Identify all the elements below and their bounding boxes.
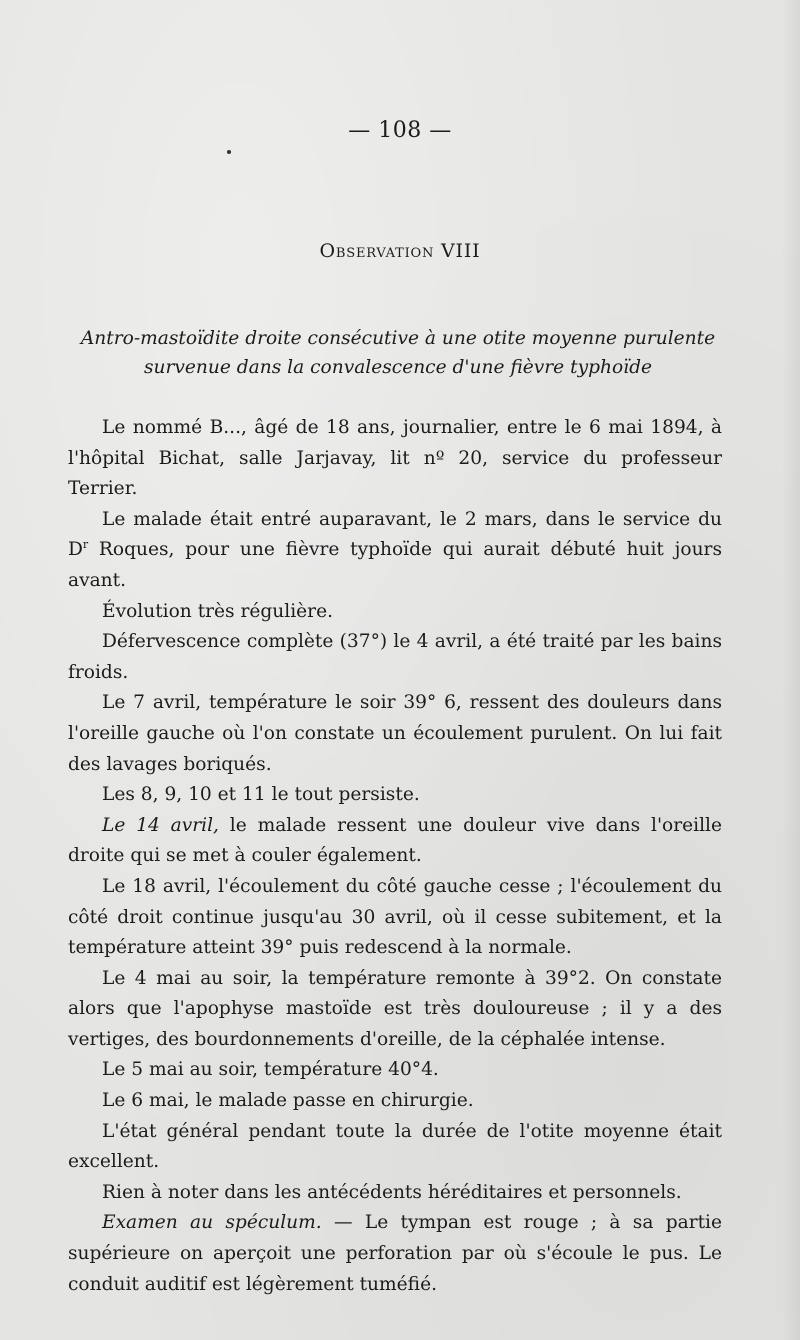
paragraph-speculum-text: — Le tympan est rouge ; à sa partie supérieure on aperçoit une perforation par où s'écoule le pus. Le conduit auditif est légèrement tuméfié. bbox=[68, 1212, 723, 1295]
page-number: — 108 — bbox=[348, 118, 452, 143]
paragraph-april-14-date: Le 14 avril, bbox=[102, 814, 219, 836]
paragraph-speculum-exam bbox=[68, 1208, 722, 1300]
paragraph-april-8-11: Les 8, 9, 10 et 11 le tout persiste. bbox=[102, 784, 420, 806]
body-text bbox=[68, 413, 722, 1300]
subtitle-line-1: Antro-mastoïdite droite consécutive à une otite moyenne purulente bbox=[80, 328, 716, 349]
paragraph-april-18: Le 18 avril, l'écoulement du côté gauche cesse ; l'écoulement du côté droit continue jusqu'au 30 avril, où il cesse subitement, et la température atteint 39° puis redescend à la normale. bbox=[68, 875, 722, 959]
observation-subtitle bbox=[70, 324, 726, 382]
paragraph-prior-stay-after: Roques, pour une fièvre typhoïde qui aurait débuté huit jours avant. bbox=[68, 539, 722, 591]
paragraph-prior-stay-before: Le malade était entré auparavant, le 2 mars, dans le service du D bbox=[68, 508, 722, 561]
observation-heading: Observation VIII bbox=[319, 240, 481, 262]
paragraph-may-6: Le 6 mai, le malade passe en chirurgie. bbox=[102, 1090, 474, 1112]
paragraph-april-14-text: le malade ressent une douleur vive dans l'oreille droite qui se met à couler également. bbox=[68, 814, 722, 867]
paragraph-evolution: Évolution très régulière. bbox=[102, 600, 333, 622]
paragraph-antecedents: Rien à noter dans les antécédents héréditaires et personnels. bbox=[102, 1181, 682, 1203]
paragraph-may-4: Le 4 mai au soir, la température remonte à 39°2. On constate alors que l'apophyse mastoïde est très douloureuse ; il y a des vertiges, des bourdonnements d'oreille, de la céphalée intense. bbox=[68, 967, 722, 1050]
paragraph-general-state: L'état général pendant toute la durée de l'otite moyenne était excellent. bbox=[68, 1120, 722, 1173]
subtitle-line-2: survenue dans la convalescence d'une fièvre typhoïde bbox=[143, 357, 652, 378]
paragraph-prior-stay bbox=[68, 505, 722, 597]
ink-speck bbox=[227, 150, 231, 154]
paragraph-may-5: Le 5 mai au soir, température 40°4. bbox=[102, 1059, 439, 1081]
paragraph-april-14 bbox=[68, 811, 722, 872]
doctor-abbrev-superscript: r bbox=[82, 538, 89, 552]
paragraph-defervescence: Défervescence complète (37°) le 4 avril, a été traité par les bains froids. bbox=[68, 631, 722, 683]
paragraph-speculum-title: Examen au spéculum. bbox=[102, 1212, 322, 1234]
paragraph-admission: Le nommé B..., âgé de 18 ans, journalier, entre le 6 mai 1894, à l'hôpital Bichat, salle Jarjavay, lit nº 20, service du professeur Terrier. bbox=[68, 417, 722, 500]
paragraph-april-7: Le 7 avril, température le soir 39° 6, ressent des douleurs dans l'oreille gauche où l'on constate un écoulement purulent. On lui fait des lavages boriqués. bbox=[68, 692, 722, 775]
